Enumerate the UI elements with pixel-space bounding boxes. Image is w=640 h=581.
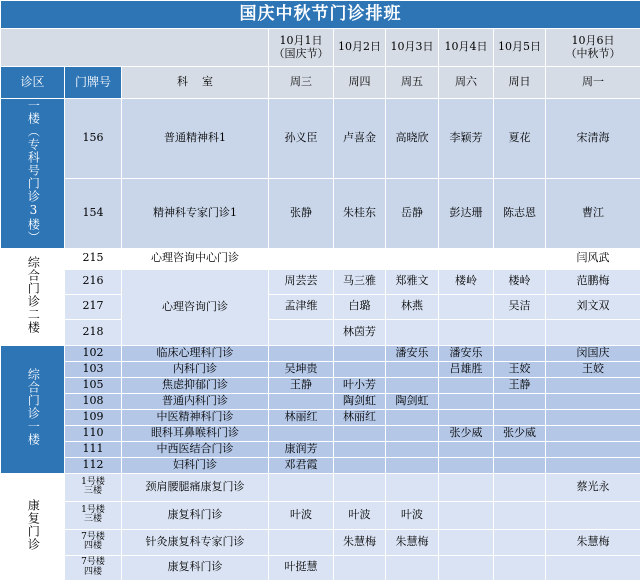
- doctor-cell: [439, 319, 494, 345]
- door-number: 218: [65, 319, 122, 345]
- doctor-cell: 朱桂东: [334, 178, 386, 248]
- date-cell: 10月4日: [439, 29, 494, 67]
- doctor-cell: 范鹏梅: [546, 269, 640, 294]
- doctor-cell: 周芸芸: [269, 269, 334, 294]
- date-cell: 10月2日: [334, 29, 386, 67]
- dept-name: 康复科门诊: [122, 555, 269, 580]
- door-number: 217: [65, 294, 122, 319]
- doctor-cell: [494, 457, 546, 473]
- doctor-cell: 陈志恩: [494, 178, 546, 248]
- door-number: 105: [65, 377, 122, 393]
- doctor-cell: 夏花: [494, 99, 546, 179]
- doctor-cell: 孙义臣: [269, 99, 334, 179]
- door-number: 215: [65, 248, 122, 269]
- door-number: 109: [65, 409, 122, 425]
- door-number: 156: [65, 99, 122, 179]
- doctor-cell: [439, 457, 494, 473]
- weekday-cell: 周四: [334, 67, 386, 99]
- doctor-cell: [439, 555, 494, 580]
- zone-label: 综合门诊一楼: [1, 345, 65, 473]
- doctor-cell: 张少威: [494, 425, 546, 441]
- doctor-cell: 王姣: [494, 361, 546, 377]
- dept-name: 颈肩腰腿痛康复门诊: [122, 473, 269, 501]
- table-row: [1, 409, 640, 425]
- table-row: [1, 319, 640, 345]
- weekday-cell: 周日: [494, 67, 546, 99]
- door-number: 154: [65, 178, 122, 248]
- doctor-cell: 潘安乐: [439, 345, 494, 361]
- doctor-cell: 王静: [269, 377, 334, 393]
- door-number: 103: [65, 361, 122, 377]
- door-number: 1号楼 三楼: [65, 501, 122, 529]
- table-row: [1, 345, 640, 361]
- doctor-cell: 邓君霞: [269, 457, 334, 473]
- doctor-cell: [439, 441, 494, 457]
- doctor-cell: [546, 425, 640, 441]
- doctor-cell: 朱慧梅: [546, 529, 640, 555]
- doctor-cell: 林丽红: [334, 409, 386, 425]
- dept-name: 康复科门诊: [122, 501, 269, 529]
- dept-name: 内科门诊: [122, 361, 269, 377]
- doctor-cell: [386, 457, 439, 473]
- doctor-cell: [269, 393, 334, 409]
- doctor-cell: 叶波: [269, 501, 334, 529]
- doctor-cell: [269, 345, 334, 361]
- doctor-cell: [334, 473, 386, 501]
- doctor-cell: [269, 529, 334, 555]
- doctor-cell: [494, 319, 546, 345]
- doctor-cell: [386, 555, 439, 580]
- doctor-cell: [439, 529, 494, 555]
- doctor-cell: [546, 501, 640, 529]
- table-row: [1, 441, 640, 457]
- doctor-cell: 张少威: [439, 425, 494, 441]
- doctor-cell: [546, 377, 640, 393]
- doctor-cell: [494, 248, 546, 269]
- table-row: [1, 457, 640, 473]
- doctor-cell: 高晓欣: [386, 99, 439, 179]
- door-number: 102: [65, 345, 122, 361]
- doctor-cell: [334, 361, 386, 377]
- doctor-cell: [439, 393, 494, 409]
- doctor-cell: 李颖芳: [439, 99, 494, 179]
- weekday-cell: 周五: [386, 67, 439, 99]
- doctor-cell: 潘安乐: [386, 345, 439, 361]
- doctor-cell: 叶挺慧: [269, 555, 334, 580]
- doctor-cell: 叶小芳: [334, 377, 386, 393]
- door-number: 7号楼 四楼: [65, 555, 122, 580]
- zone-label: 综合门诊二楼: [1, 248, 65, 345]
- weekday-cell: 周六: [439, 67, 494, 99]
- doctor-cell: [269, 473, 334, 501]
- table-row: [1, 501, 640, 529]
- door-number: 108: [65, 393, 122, 409]
- table-row: [1, 248, 640, 269]
- doctor-cell: 叶波: [334, 501, 386, 529]
- table-row: [1, 555, 640, 580]
- zone-label: 一楼（专科号门诊3楼）: [1, 99, 65, 249]
- doctor-cell: [334, 248, 386, 269]
- doctor-cell: 朱慧梅: [334, 529, 386, 555]
- door-number: 7号楼 四楼: [65, 529, 122, 555]
- doctor-cell: [546, 441, 640, 457]
- doctor-cell: [269, 319, 334, 345]
- doctor-cell: 马三雅: [334, 269, 386, 294]
- doctor-cell: [494, 529, 546, 555]
- dept-name: 妇科门诊: [122, 457, 269, 473]
- doctor-cell: [334, 345, 386, 361]
- table-row: [1, 361, 640, 377]
- door-number: 216: [65, 269, 122, 294]
- doctor-cell: [334, 425, 386, 441]
- table-row: [1, 269, 640, 294]
- doctor-cell: 吴坤贵: [269, 361, 334, 377]
- doctor-cell: 叶波: [386, 501, 439, 529]
- door-number: 110: [65, 425, 122, 441]
- doctor-cell: 蔡光永: [546, 473, 640, 501]
- doctor-cell: [494, 409, 546, 425]
- doctor-cell: [494, 393, 546, 409]
- table-row: [1, 425, 640, 441]
- doctor-cell: [546, 457, 640, 473]
- doctor-cell: [546, 409, 640, 425]
- door-header: 门牌号: [65, 67, 122, 99]
- doctor-cell: 楼岭: [494, 269, 546, 294]
- doctor-cell: 王静: [494, 377, 546, 393]
- table-row: [1, 529, 640, 555]
- table-row: [1, 178, 640, 248]
- doctor-cell: 林丽红: [269, 409, 334, 425]
- doctor-cell: 张静: [269, 178, 334, 248]
- doctor-cell: [494, 441, 546, 457]
- date-cell: 10月5日: [494, 29, 546, 67]
- dept-name: 普通内科门诊: [122, 393, 269, 409]
- doctor-cell: 吴洁: [494, 294, 546, 319]
- doctor-cell: [439, 248, 494, 269]
- doctor-cell: 刘文双: [546, 294, 640, 319]
- doctor-cell: [546, 555, 640, 580]
- doctor-cell: [439, 294, 494, 319]
- header-blank: [1, 29, 269, 67]
- table-row: [1, 473, 640, 501]
- doctor-cell: 林燕: [386, 294, 439, 319]
- doctor-cell: [386, 409, 439, 425]
- doctor-cell: 宋清海: [546, 99, 640, 179]
- table-row: [1, 294, 640, 319]
- doctor-cell: [386, 377, 439, 393]
- doctor-cell: 郑雅文: [386, 269, 439, 294]
- date-cell: 10月3日: [386, 29, 439, 67]
- doctor-cell: 孟津维: [269, 294, 334, 319]
- doctor-cell: 林茵芳: [334, 319, 386, 345]
- dept-name: 心理咨询门诊: [122, 269, 269, 345]
- doctor-cell: 楼岭: [439, 269, 494, 294]
- doctor-cell: [439, 409, 494, 425]
- doctor-cell: [494, 555, 546, 580]
- doctor-cell: [334, 555, 386, 580]
- doctor-cell: 康润芳: [269, 441, 334, 457]
- doctor-cell: [386, 473, 439, 501]
- doctor-cell: 陶剑虹: [386, 393, 439, 409]
- date-cell: 10月1日 （国庆节）: [269, 29, 334, 67]
- dept-header: 科 室: [122, 67, 269, 99]
- doctor-cell: 曹江: [546, 178, 640, 248]
- doctor-cell: [269, 425, 334, 441]
- dept-name: 中医精神科门诊: [122, 409, 269, 425]
- doctor-cell: [334, 457, 386, 473]
- doctor-cell: 彭达珊: [439, 178, 494, 248]
- table-row: [1, 393, 640, 409]
- doctor-cell: [439, 501, 494, 529]
- dept-name: 针灸康复科专家门诊: [122, 529, 269, 555]
- date-cell: 10月6日 （中秋节）: [546, 29, 640, 67]
- doctor-cell: [439, 377, 494, 393]
- dept-name: 精神科专家门诊1: [122, 178, 269, 248]
- doctor-cell: [494, 473, 546, 501]
- doctor-cell: 王姣: [546, 361, 640, 377]
- doctor-cell: 吕雄胜: [439, 361, 494, 377]
- door-number: 1号楼 三楼: [65, 473, 122, 501]
- doctor-cell: 闵国庆: [546, 345, 640, 361]
- weekday-cell: 周三: [269, 67, 334, 99]
- doctor-cell: [546, 393, 640, 409]
- doctor-cell: [386, 425, 439, 441]
- doctor-cell: [386, 319, 439, 345]
- table-row: [1, 99, 640, 179]
- doctor-cell: [386, 248, 439, 269]
- table-row: [1, 377, 640, 393]
- doctor-cell: 白璐: [334, 294, 386, 319]
- dept-name: 中西医结合门诊: [122, 441, 269, 457]
- zone-label: 康复门诊: [1, 473, 65, 580]
- doctor-cell: 陶剑虹: [334, 393, 386, 409]
- door-number: 112: [65, 457, 122, 473]
- doctor-cell: [334, 441, 386, 457]
- zone-header: 诊区: [1, 67, 65, 99]
- dept-name: 眼科耳鼻喉科门诊: [122, 425, 269, 441]
- doctor-cell: [439, 473, 494, 501]
- dept-name: 临床心理科门诊: [122, 345, 269, 361]
- doctor-cell: [386, 361, 439, 377]
- doctor-cell: 岳静: [386, 178, 439, 248]
- doctor-cell: [386, 441, 439, 457]
- doctor-cell: 朱慧梅: [386, 529, 439, 555]
- doctor-cell: [494, 501, 546, 529]
- doctor-cell: [494, 345, 546, 361]
- doctor-cell: [269, 248, 334, 269]
- doctor-cell: 闫风武: [546, 248, 640, 269]
- doctor-cell: [546, 319, 640, 345]
- doctor-cell: 卢喜金: [334, 99, 386, 179]
- dept-name: 焦虑抑郁门诊: [122, 377, 269, 393]
- dept-name: 普通精神科1: [122, 99, 269, 179]
- weekday-cell: 周一: [546, 67, 640, 99]
- dept-name: 心理咨询中心门诊: [122, 248, 269, 269]
- door-number: 111: [65, 441, 122, 457]
- page-title: 国庆中秋节门诊排班: [1, 1, 640, 29]
